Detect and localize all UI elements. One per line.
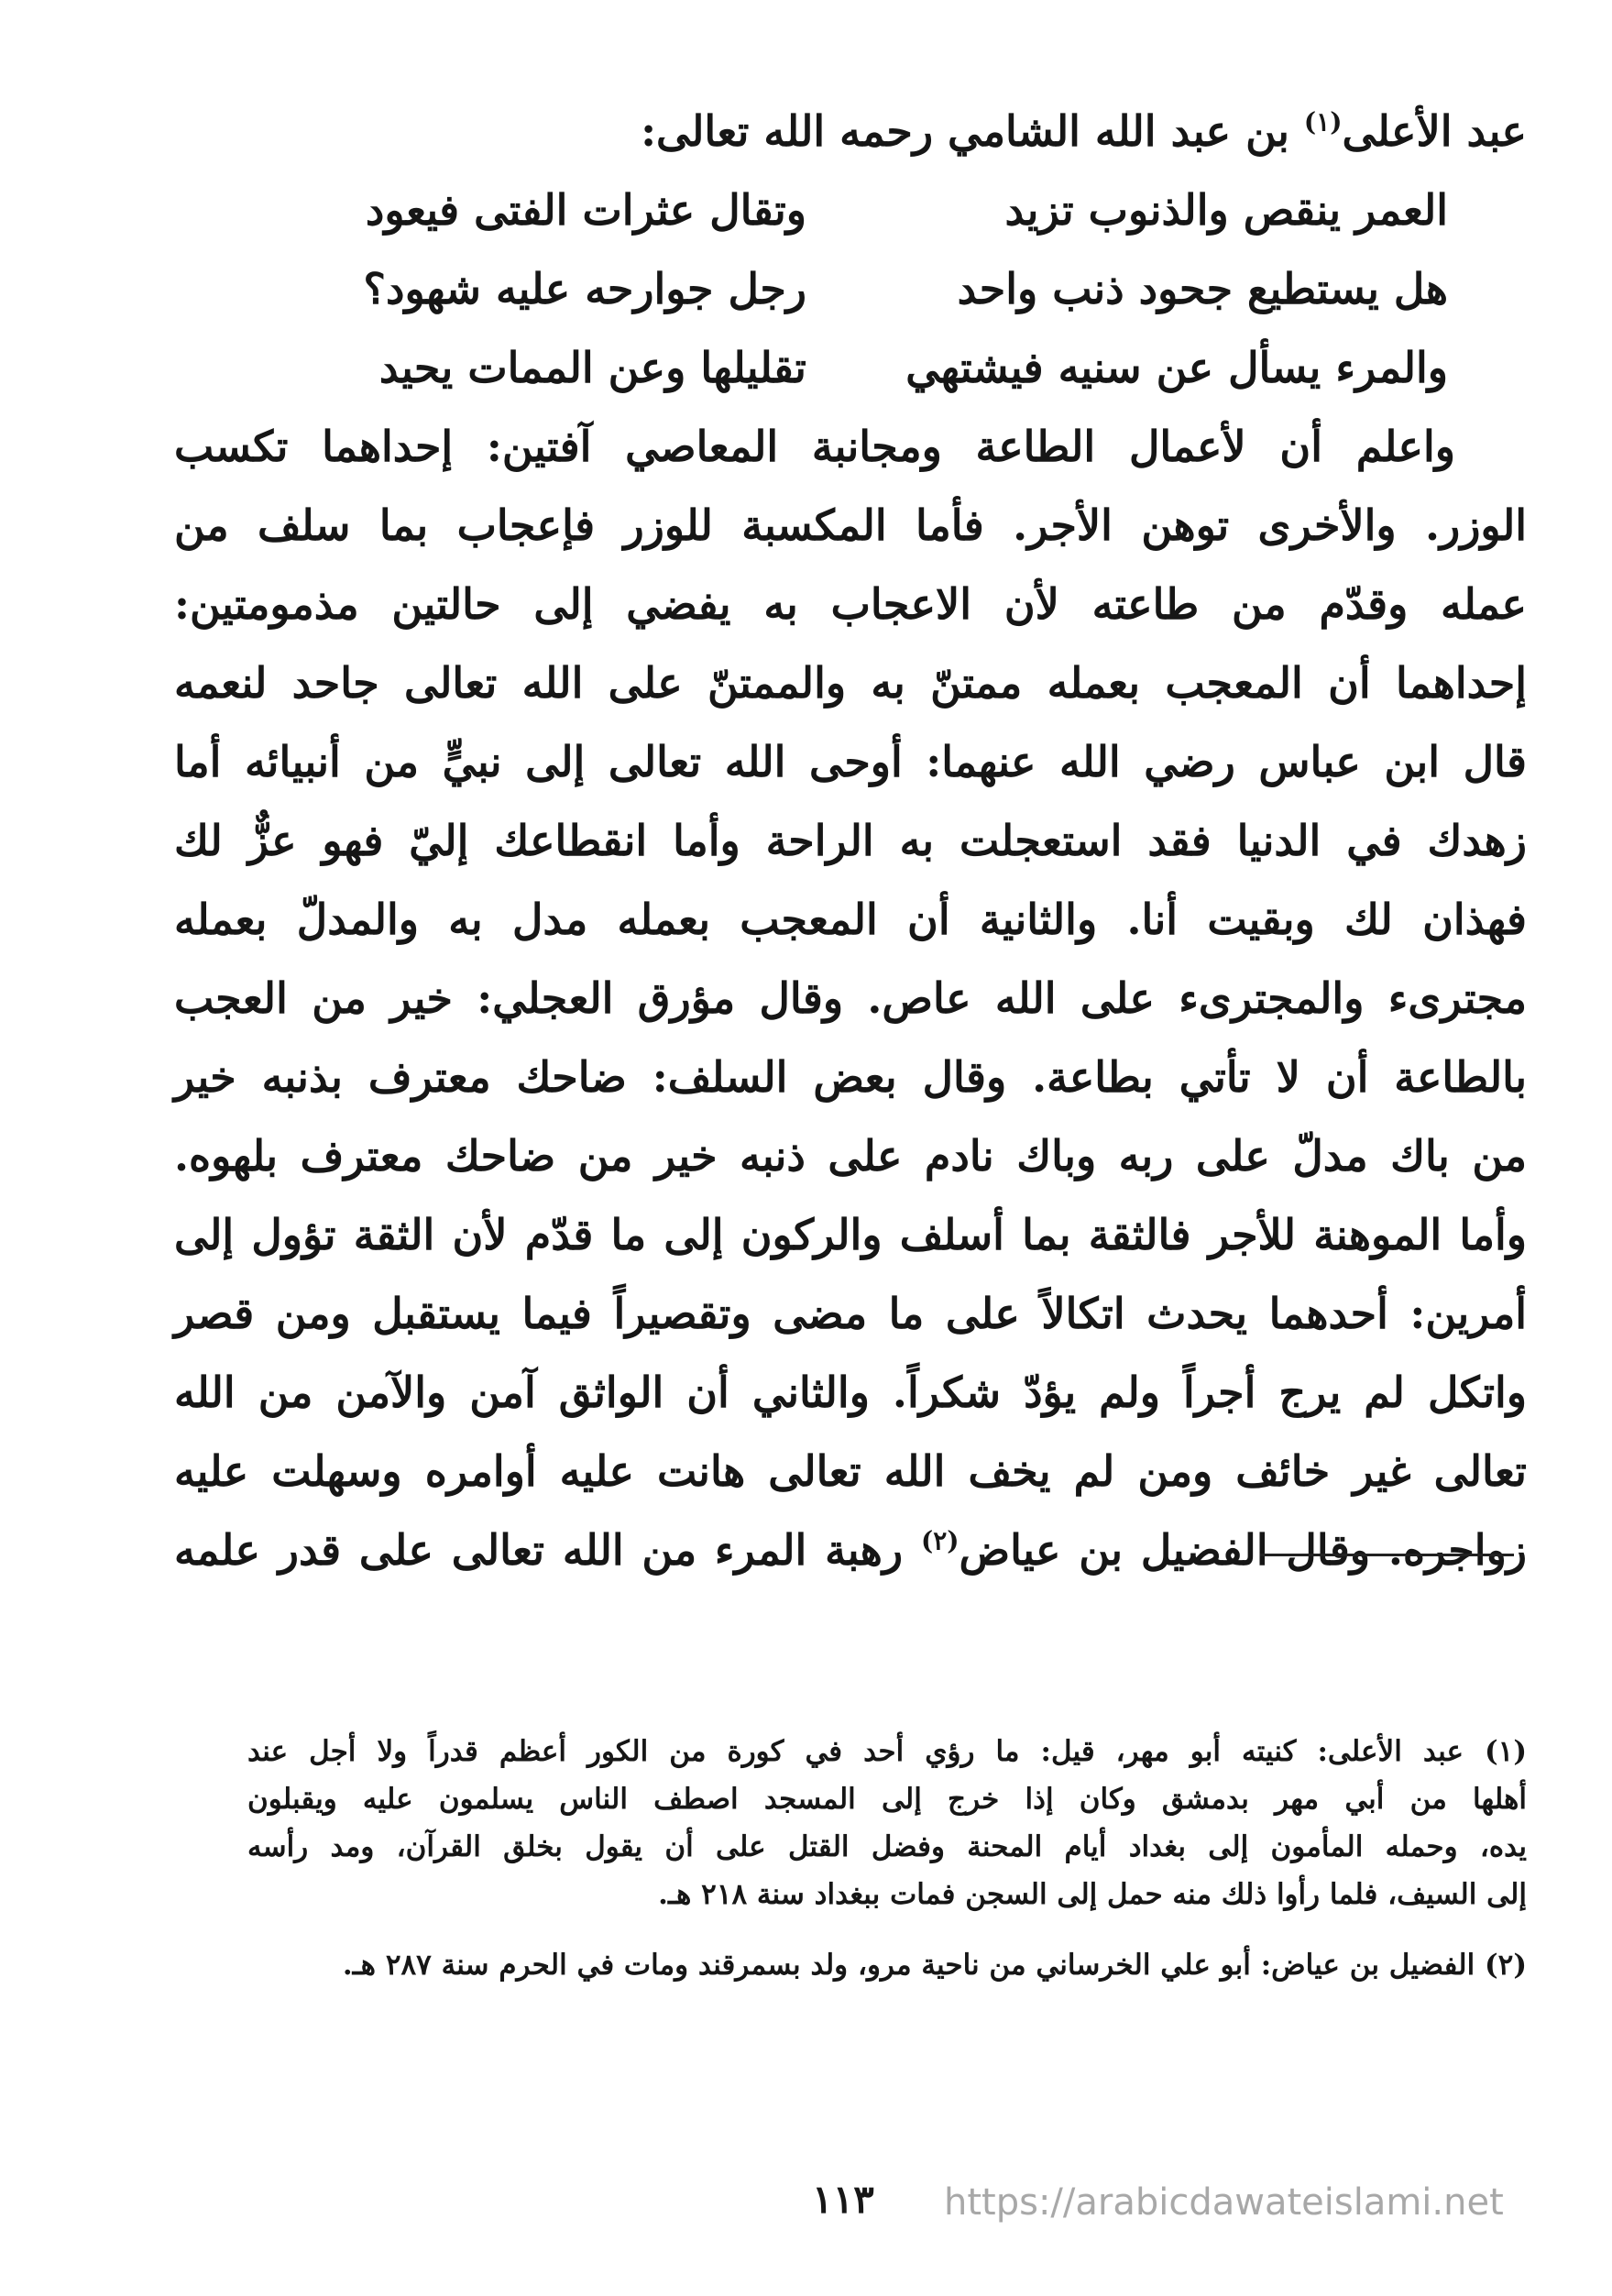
verse-2 (211, 249, 1448, 328)
body-line: مجترىء والمجترىء على الله عاص. وقال مؤرق العجلي: خير من العجب (174, 973, 1527, 1023)
footnote-separator (1260, 1554, 1514, 1556)
header-text-start: عبد الأعلى (1342, 106, 1527, 156)
verse-1-first-hemistich: العمر ينقص والذنوب تزيد (1004, 185, 1448, 235)
last-body-line (174, 1511, 1527, 1589)
footnotes (247, 1728, 1527, 1989)
footnote-1-line: أهلها من أبي مهر بدمشق وكان إذا خرج إلى المسجد اصطف الناس يسلمون عليه ويقبلون (247, 1783, 1527, 1816)
verse-3-first-hemistich: والمرء يسأل عن سنيه فيشتهي (905, 343, 1448, 392)
body-line: الوزر. والأخرى توهن الأجر. فأما المكسبة للوزر فإعجاب بما سلف من (174, 500, 1527, 550)
body-line: وأما الموهنة للأجر فالثقة بما أسلف والركون إلى ما قدّم لأن الثقة تؤول إلى (174, 1210, 1527, 1259)
footnote-1-line: يده، وحمله المأمون إلى بغداد أيام المحنة وفضل القتل على أن يقول بخلق القرآن، ومد رأسه (247, 1830, 1527, 1863)
body-line: فهذان لك وبقيت أنا. والثانية أن المعجب بعمله مدل به والمدلّ بعمله (174, 895, 1527, 944)
body-line: بالطاعة أن لا تأتي بطاعة. وقال بعض السلف: ضاحك معترف بذنبه خير (174, 1052, 1527, 1102)
verse-3 (211, 328, 1448, 407)
verse-1-second-hemistich: وتقال عثرات الفتى فيعود (365, 185, 806, 235)
body-line: واتكل لم يرج أجراً ولم يؤدّ شكراً. والثاني أن الواثق آمن والآمن من الله (174, 1368, 1527, 1417)
body-line: أمرين: أحدهما يحدث اتكالاً على ما مضى وتقصيراً فيما يستقبل ومن قصر (174, 1289, 1527, 1338)
last-line-start: زواجره. وقال الفضيل بن عياض (959, 1525, 1528, 1575)
body-line: من باك مدلّ على ربه وباك نادم على ذنبه خير من ضاحك معترف بلهوه. (174, 1131, 1527, 1181)
body-line: تعالى غير خائف ومن لم يخف الله تعالى هانت عليه أوامره وسهلت عليه (174, 1446, 1527, 1496)
footnote-2: (٢) الفضيل بن عياض: أبو علي الخرساني من ناحية مرو، ولد بسمرقند ومات في الحرم سنة ٢٨٧ هـ. (342, 1949, 1527, 1982)
page-number: ١١٣ (812, 2177, 874, 2222)
verse-3-second-hemistich: تقليلها وعن الممات يحيد (378, 343, 806, 392)
body-line: واعلم أن لأعمال الطاعة ومجانبة المعاصي آفتين: إحداهما تكسب (174, 422, 1455, 471)
footnote-ref-1: (١) (1303, 106, 1343, 137)
verse-1 (211, 170, 1448, 249)
verse-2-second-hemistich: رجل جوارحه عليه شهود؟ (363, 264, 806, 313)
footnote-1-line: (١) عبد الأعلى: كنيته أبو مهر، قيل: ما رؤي أحد في كورة من الكور أعظم قدراً ولا أجل عند (247, 1735, 1527, 1768)
verse-2-first-hemistich: هل يستطيع جحود ذنب واحد (957, 264, 1448, 313)
header-text-end: بن عبد الله الشامي رحمه الله تعالى: (641, 106, 1289, 156)
header-line (174, 92, 1527, 170)
body-line: إحداهما أن المعجب بعمله ممتنّ به والممتنّ على الله تعالى جاحد لنعمه (174, 658, 1527, 708)
body-line: قال ابن عباس رضي الله عنهما: أوحى الله تعالى إلى نبيٍّ من أنبيائه أما (174, 737, 1527, 786)
footnote-ref-2: (٢) (920, 1525, 960, 1556)
body-line: عمله وقدّم من طاعته لأن الاعجاب به يفضي إلى حالتين مذمومتين: (174, 579, 1527, 629)
footnote-1-line: إلى السيف، فلما رأوا ذلك منه حمل إلى السجن فمات ببغداد سنة ٢١٨ هـ. (658, 1878, 1527, 1911)
watermark-url: https://arabicdawateislami.net (944, 2181, 1504, 2224)
body-line: زهدك في الدنيا فقد استعجلت به الراحة وأما انقطاعك إليّ فهو عزٌّ لك (174, 816, 1527, 865)
last-line-end: رهبة المرء من الله تعالى على قدر علمه (174, 1525, 904, 1575)
